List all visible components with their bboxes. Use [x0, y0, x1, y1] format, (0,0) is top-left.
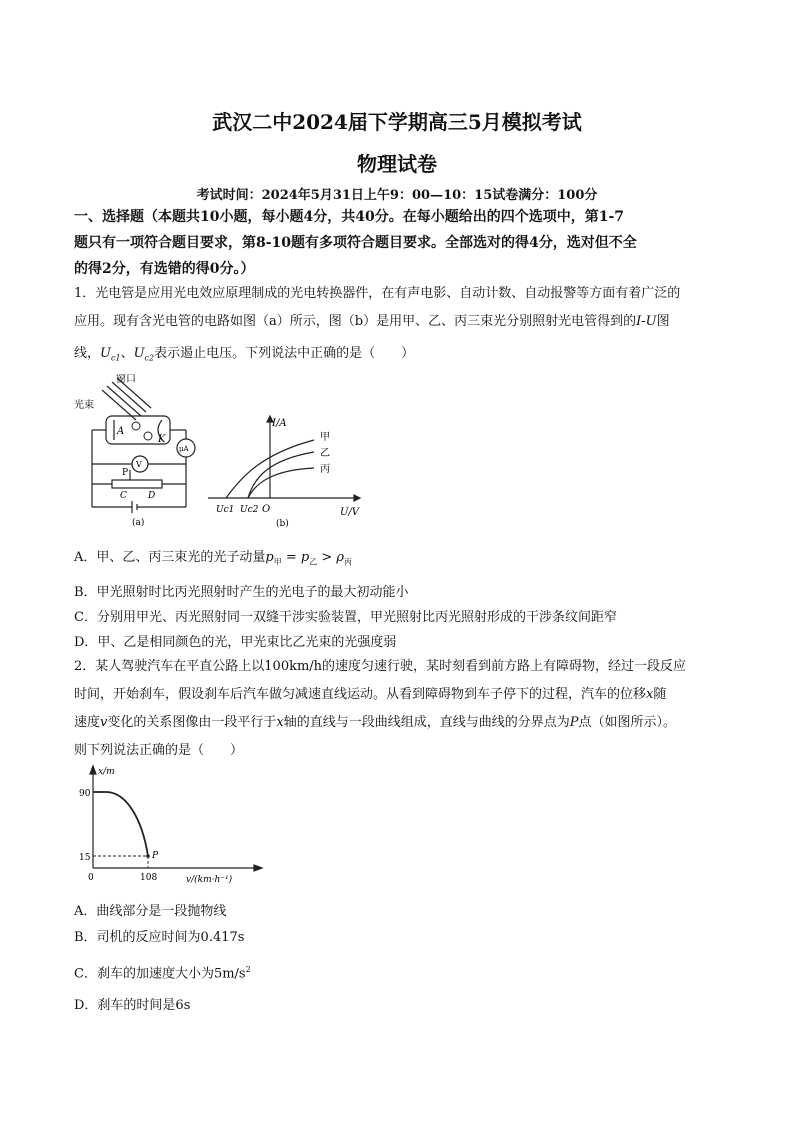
curve-bing — [248, 468, 314, 498]
figure-xv-graph — [78, 762, 268, 890]
tick-90: 90 — [79, 789, 91, 799]
electron-symbol — [132, 422, 140, 430]
question-1-stem — [74, 280, 724, 373]
option-text: C．刹车的加速度大小为 — [74, 966, 214, 982]
q1-text: 表示遏止电压。下列说法中正确的是（ ） — [154, 346, 415, 361]
q2-line: 时间，开始刹车，假设刹车后汽车做匀减速直线运动。从看到障碍物到车子停下的过程，汽车的位移x随 — [74, 687, 667, 702]
q1-text: 线， — [74, 346, 101, 361]
slider-label: P — [122, 468, 129, 478]
braking-curve — [106, 792, 148, 856]
x-axis-label: x/m — [98, 767, 115, 777]
q1-text: 、 — [120, 346, 134, 361]
i-axis-label: I/A — [272, 418, 287, 429]
q1-text: 图 — [656, 314, 670, 329]
q1-text: 应用。现有含光电管的电路如图（a）所示，图（b）是用甲、乙、丙三束光分别照射光电管得到的 — [74, 314, 637, 329]
section-line: 题只有一项符合题目要求，第8-10题有多项符合题目要求。全部选对的得4分，选对但不全 — [74, 235, 637, 251]
q2-option-b[interactable]: B．司机的反应时间为0.417s — [74, 930, 245, 945]
section-line: 的得2分，有选错的得0分。） — [74, 261, 255, 277]
iu-label: I-U — [636, 314, 657, 329]
q1-option-a[interactable]: A．甲、乙、丙三束光的光子动量$p_甲 = p_乙 > \rho_丙$ — [74, 550, 353, 567]
figure-b-iu-graph — [204, 412, 364, 530]
window-label: 窗口 — [116, 374, 136, 385]
point-p-label: P — [152, 851, 159, 861]
d-label: D — [148, 491, 156, 501]
anode-label: A — [117, 426, 125, 437]
v-axis-arrow — [254, 865, 262, 871]
figure-a-circuit — [74, 374, 204, 530]
curve-label-jia: 甲 — [320, 432, 330, 443]
x-axis-arrow — [90, 766, 96, 774]
figure-a-caption: (a) — [132, 518, 145, 528]
origin-label: 0 — [88, 873, 94, 883]
q1-option-b[interactable]: B．甲光照射时比丙光照射时产生的光电子的最大初动能小 — [74, 585, 409, 600]
acceleration-value: 5m/s — [213, 966, 246, 982]
curve-label-bing: 丙 — [320, 464, 330, 475]
rheostat — [112, 480, 162, 488]
beam-label: 光束 — [74, 400, 94, 411]
option-text: A．甲、乙、丙三束光的光子动量 — [74, 550, 266, 565]
voltmeter-label: V — [136, 460, 142, 469]
q2-option-c[interactable]: C．刹车的加速度大小为$5m/s^2$ — [74, 965, 251, 982]
q1-option-c[interactable]: C．分别用甲光、丙光照射同一双缝干涉实验装置，甲光照射比丙光照射形成的干涉条纹间距窄 — [74, 610, 617, 625]
point-p — [146, 854, 150, 858]
section-line: 一、选择题（本题共10小题，每小题4分，共40分。在每小题给出的四个选项中，第1-7 — [74, 209, 624, 225]
q1-line — [74, 308, 724, 336]
paper-subtitle: 物理试卷 — [357, 152, 437, 176]
section-instructions — [74, 204, 724, 282]
exam-info: 考试时间：2024年5月31日上午9：00—10：15试卷满分：100分 — [196, 188, 598, 203]
tick-108: 108 — [140, 873, 158, 883]
exam-title: 武汉二中2024届下学期高三5月模拟考试 — [212, 110, 582, 134]
u-axis-arrow — [354, 495, 360, 501]
uc1-symbol: $U_{c1}$ — [100, 346, 121, 363]
u-axis-label: U/V — [340, 507, 360, 518]
curve-label-yi: 乙 — [320, 448, 330, 459]
v-axis-label: v/(km·h⁻¹) — [186, 875, 233, 885]
q1-option-d[interactable]: D．甲、乙是相同颜色的光，甲光束比乙光束的光强度弱 — [74, 635, 397, 650]
q2-line: 2．某人驾驶汽车在平直公路上以100km/h的速度匀速行驶，某时刻看到前方路上有障碍物，经过一段反应 — [74, 659, 687, 674]
light-ray — [107, 386, 141, 416]
uc1-tick: Uc1 — [216, 505, 235, 515]
q2-option-d[interactable]: D．刹车的时间是6s — [74, 998, 191, 1013]
q1-line — [74, 340, 724, 373]
ammeter-label: μA — [179, 445, 189, 453]
uc2-symbol: $U_{c2}$ — [133, 346, 155, 363]
curve-yi — [248, 452, 314, 498]
q1-line: 1．光电管是应用光电效应原理制成的光电转换器件，在有声电影、自动计数、自动报警等方面有着广泛的 — [74, 286, 681, 301]
q2-line: 速度v变化的关系图像由一段平行于x轴的直线与一段曲线组成，直线与曲线的分界点为P点（如图所示）。 — [74, 715, 677, 730]
figure-b-caption: (b) — [276, 519, 289, 529]
origin-label: O — [262, 504, 271, 515]
uc2-tick: Uc2 — [240, 505, 259, 515]
c-label: C — [120, 491, 127, 501]
cathode-label: K — [158, 434, 166, 445]
question-2-stem — [74, 653, 724, 765]
electron-symbol — [144, 432, 152, 440]
tick-15: 15 — [79, 853, 91, 863]
q2-line: 则下列说法正确的是（ ） — [74, 743, 244, 758]
q2-option-a[interactable]: A．曲线部分是一段抛物线 — [74, 904, 227, 919]
light-ray — [112, 382, 146, 412]
